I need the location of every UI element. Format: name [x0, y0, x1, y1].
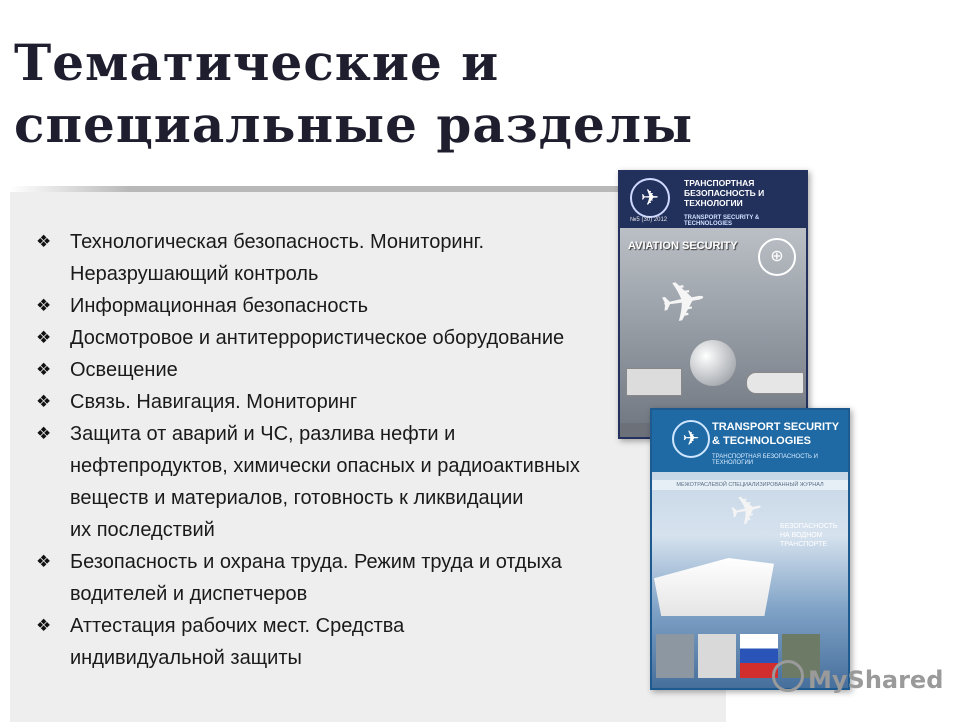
- diamond-bullet-icon: ❖: [36, 392, 52, 411]
- slide-title: [14, 32, 693, 156]
- cover2-title: [712, 420, 844, 448]
- cover2-subtitle: ТРАНСПОРТНАЯ БЕЗОПАСНОСТЬ И ТЕХНОЛОГИИ: [712, 454, 818, 466]
- magazine-cover-1: [618, 170, 808, 439]
- train-image: [746, 372, 804, 394]
- diamond-bullet-icon: ❖: [36, 616, 52, 635]
- cover1-title: ТРАНСПОРТНАЯ БЕЗОПАСНОСТЬ И ТЕХНОЛОГИИ: [684, 178, 765, 208]
- watermark: [772, 660, 943, 694]
- ship-image: [654, 558, 774, 616]
- bullet-item: [36, 226, 636, 290]
- thumbnail-photo: [698, 634, 736, 678]
- bullet-text: Технологическая безопасность. Мониторинг.: [70, 231, 485, 253]
- seal-icon: ⊕: [758, 238, 796, 276]
- title-line-2: специальные разделы: [14, 95, 694, 154]
- cover2-title-line-1: TRANSPORT SECURITY: [712, 421, 840, 433]
- bullet-text: Неразрушающий контроль: [70, 263, 319, 285]
- diamond-bullet-icon: ❖: [36, 424, 52, 443]
- truck-image: [626, 368, 682, 396]
- bullet-text: веществ и материалов, готовность к ликвидации: [70, 487, 524, 509]
- thumbnail-photo: [656, 634, 694, 678]
- myshared-logo-icon: [772, 660, 804, 692]
- bullet-text: Безопасность и охрана труда. Режим труда и отдыха: [70, 551, 562, 573]
- bullet-text: Освещение: [70, 359, 178, 381]
- bullet-text: Информационная безопасность: [70, 295, 369, 317]
- bullet-item: [36, 386, 636, 418]
- bullet-item: [36, 322, 636, 354]
- cover1-issue: №5 (30) 2012: [630, 217, 668, 223]
- diamond-bullet-icon: ❖: [36, 232, 52, 251]
- bullet-item: [36, 610, 636, 674]
- magazine-cover-2: [650, 408, 850, 690]
- bullet-item: [36, 354, 636, 386]
- bullet-list: [36, 226, 636, 674]
- cover2-header: [652, 410, 848, 472]
- globe-wings-icon: ✈: [630, 178, 670, 218]
- bullet-item: [36, 546, 636, 610]
- diamond-bullet-icon: ❖: [36, 328, 52, 347]
- globe-wings-icon: ✈: [672, 420, 710, 458]
- cover1-header: [620, 172, 806, 228]
- bullet-text: нефтепродуктов, химически опасных и радиоактивных: [70, 455, 580, 477]
- airplane-icon: ✈: [725, 485, 768, 537]
- title-line-1: Тематические и: [14, 33, 500, 92]
- diamond-bullet-icon: ❖: [36, 296, 52, 315]
- bullet-text: индивидуальной защиты: [70, 647, 302, 669]
- bullet-item: [36, 290, 636, 322]
- watermark-text: MyShared: [808, 666, 944, 694]
- bullet-text: Аттестация рабочих мест. Средства: [70, 615, 405, 637]
- diamond-bullet-icon: ❖: [36, 552, 52, 571]
- cover2-title-line-2: & TECHNOLOGIES: [712, 435, 812, 447]
- cover1-subtitle: TRANSPORT SECURITY & TECHNOLOGIES: [684, 215, 760, 227]
- bullet-text: Связь. Навигация. Мониторинг: [70, 391, 358, 413]
- bullet-text: их последствий: [70, 519, 215, 541]
- diamond-bullet-icon: ❖: [36, 360, 52, 379]
- bullet-item: [36, 418, 636, 546]
- cover2-side-text: БЕЗОПАСНОСТЬ НА ВОДНОМ ТРАНСПОРТЕ: [780, 523, 838, 548]
- globe-image: [690, 340, 736, 386]
- bullet-text: водителей и диспетчеров: [70, 583, 308, 605]
- cover1-headline: AVIATION SECURITY: [628, 240, 738, 252]
- bullet-text: Досмотровое и антитеррористическое оборудование: [70, 327, 565, 349]
- airplane-icon: ✈: [654, 266, 712, 337]
- bullet-text: Защита от аварий и ЧС, разлива нефти и: [70, 423, 456, 445]
- cover2-strip: МЕЖОТРАСЛЕВОЙ СПЕЦИАЛИЗИРОВАННЫЙ ЖУРНАЛ: [652, 480, 848, 490]
